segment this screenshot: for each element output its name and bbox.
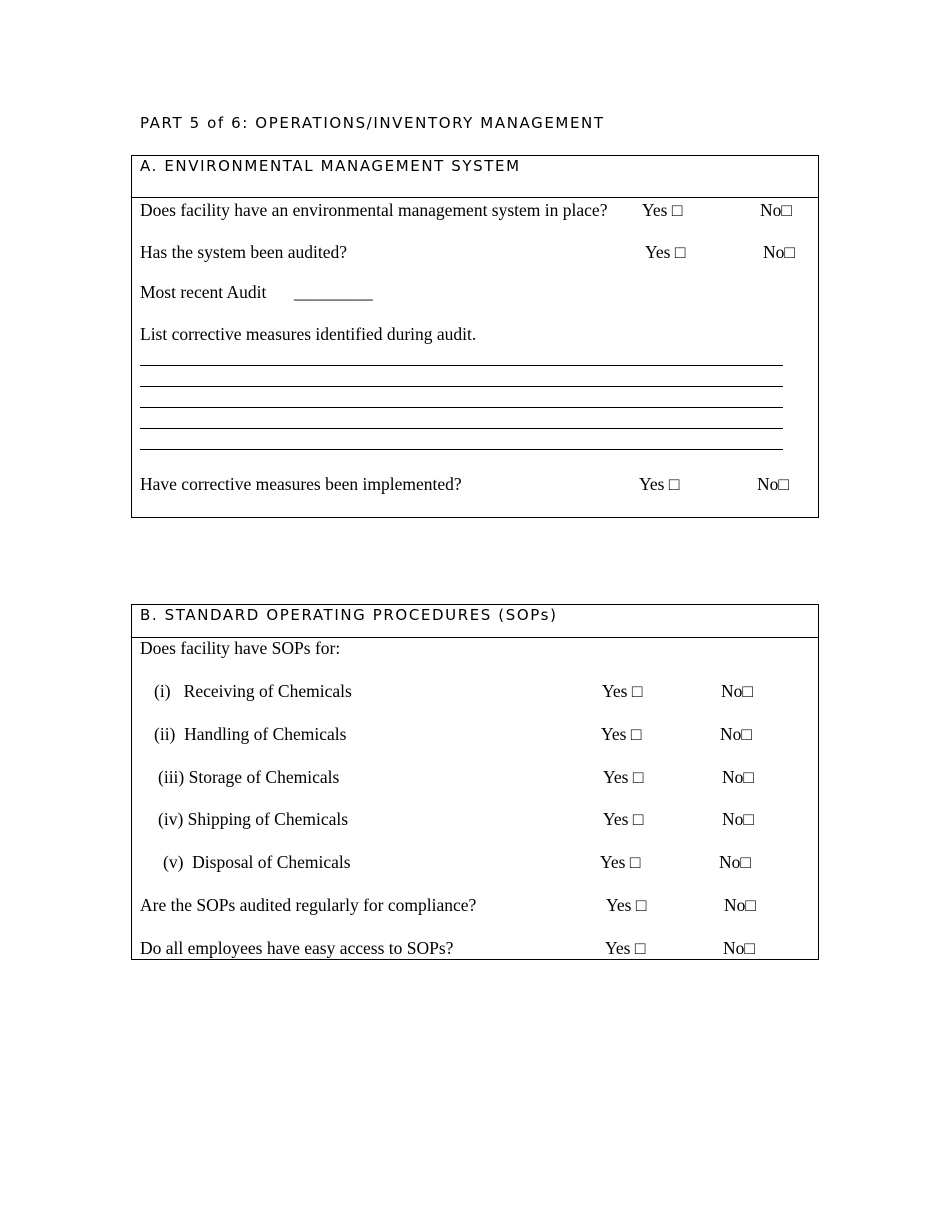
page-title: PART 5 of 6: OPERATIONS/INVENTORY MANAGEMENT [140, 114, 605, 132]
sop-storage-no-checkbox[interactable]: No□ [722, 767, 754, 787]
implemented-no-checkbox[interactable]: No□ [757, 474, 789, 494]
sop-receiving-no-checkbox[interactable]: No□ [721, 681, 753, 701]
sop-disposal-no-checkbox[interactable]: No□ [719, 852, 751, 872]
sop-storage-label: (iii) Storage of Chemicals [158, 767, 340, 787]
sop-disposal-yes-checkbox[interactable]: Yes □ [600, 852, 641, 872]
sop-shipping-label: (iv) Shipping of Chemicals [158, 809, 349, 829]
corrective-measures-line[interactable] [140, 365, 783, 366]
section-b-heading: B. STANDARD OPERATING PROCEDURES (SOPs) [140, 606, 558, 624]
question-ems-in-place: Does facility have an environmental management system in place? [140, 200, 608, 220]
question-measures-implemented: Have corrective measures been implemented? [140, 474, 462, 494]
corrective-measures-line[interactable] [140, 407, 783, 408]
question-sops-access: Do all employees have easy access to SOPs? [140, 938, 454, 958]
audited-no-checkbox[interactable]: No□ [763, 242, 795, 262]
section-a-heading: A. ENVIRONMENTAL MANAGEMENT SYSTEM [140, 157, 521, 175]
audited-yes-checkbox[interactable]: Yes □ [645, 242, 686, 262]
sops-access-no-checkbox[interactable]: No□ [723, 938, 755, 958]
question-system-audited: Has the system been audited? [140, 242, 348, 262]
recent-audit-field[interactable]: _________ [294, 282, 373, 302]
sop-handling-label: (ii) Handling of Chemicals [154, 724, 347, 744]
sops-intro: Does facility have SOPs for: [140, 638, 341, 658]
implemented-yes-checkbox[interactable]: Yes □ [639, 474, 680, 494]
sop-storage-yes-checkbox[interactable]: Yes □ [603, 767, 644, 787]
corrective-measures-line[interactable] [140, 386, 783, 387]
sop-receiving-label: (i) Receiving of Chemicals [154, 681, 352, 701]
ems-yes-checkbox[interactable]: Yes □ [642, 200, 683, 220]
corrective-measures-line[interactable] [140, 449, 783, 450]
sop-receiving-yes-checkbox[interactable]: Yes □ [602, 681, 643, 701]
section-a-header-divider [131, 197, 819, 198]
corrective-measures-line[interactable] [140, 428, 783, 429]
sops-audited-yes-checkbox[interactable]: Yes □ [606, 895, 647, 915]
recent-audit-label: Most recent Audit [140, 282, 267, 302]
sop-handling-no-checkbox[interactable]: No□ [720, 724, 752, 744]
sops-access-yes-checkbox[interactable]: Yes □ [605, 938, 646, 958]
sop-disposal-label: (v) Disposal of Chemicals [163, 852, 351, 872]
sop-shipping-no-checkbox[interactable]: No□ [722, 809, 754, 829]
question-sops-audited: Are the SOPs audited regularly for compliance? [140, 895, 477, 915]
sop-handling-yes-checkbox[interactable]: Yes □ [601, 724, 642, 744]
corrective-measures-label: List corrective measures identified during audit. [140, 324, 477, 344]
sops-audited-no-checkbox[interactable]: No□ [724, 895, 756, 915]
ems-no-checkbox[interactable]: No□ [760, 200, 792, 220]
sop-shipping-yes-checkbox[interactable]: Yes □ [603, 809, 644, 829]
